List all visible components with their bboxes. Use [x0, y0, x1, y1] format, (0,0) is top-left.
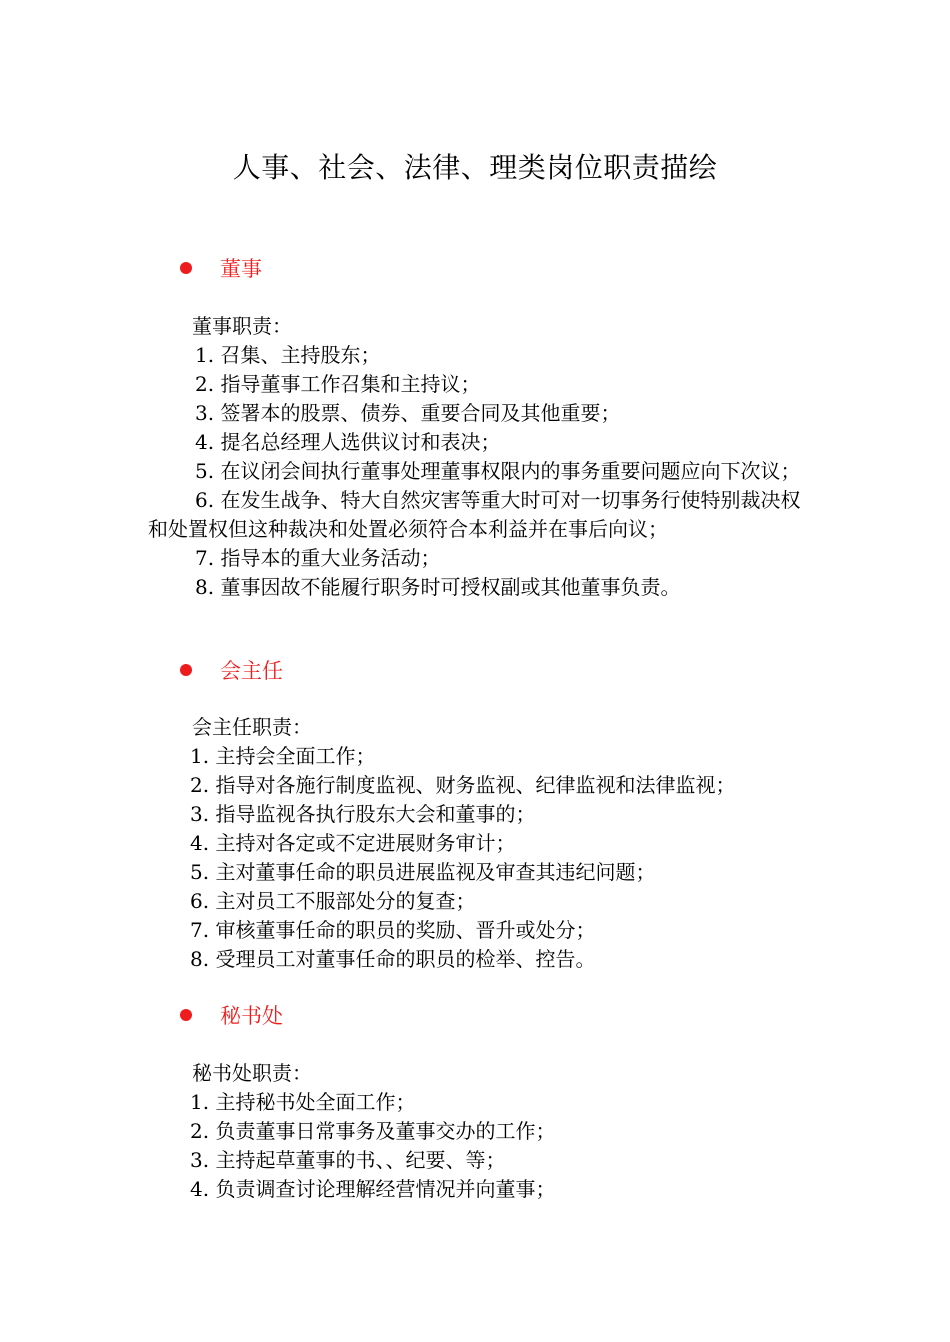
duty-item: 2. 指导董事工作召集和主持议； [195, 372, 481, 396]
section-heading-text: 秘书处 [220, 1004, 283, 1028]
section-heading-board [180, 253, 262, 283]
duty-item: 5. 在议闭会间执行董事处理董事权限内的事务重要问题应向下次议； [195, 459, 801, 483]
duty-item: 6. 在发生战争、特大自然灾害等重大时可对一切事务行使特别裁决权和处置权但这种裁决和处置必须符合本利益并在事后向议； [148, 488, 801, 541]
bullet-icon [180, 664, 192, 676]
section-heading-text: 董事 [220, 257, 262, 281]
duty-lead: 会主任职责： [192, 715, 312, 739]
section-heading-text: 会主任 [220, 659, 283, 683]
duty-item: 3. 指导监视各执行股东大会和董事的； [190, 802, 536, 826]
duty-lead: 董事职责： [192, 314, 292, 338]
duty-item: 1. 主持秘书处全面工作； [190, 1090, 416, 1114]
duty-item: 5. 主对董事任命的职员进展监视及审查其违纪问题； [190, 860, 656, 884]
duty-item: 4. 主持对各定或不定进展财务审计； [190, 831, 516, 855]
duty-item: 2. 指导对各施行制度监视、财务监视、纪律监视和法律监视； [190, 773, 736, 797]
duty-item: 8. 受理员工对董事任命的职员的检举、控告。 [190, 947, 596, 971]
bullet-icon [180, 1009, 192, 1021]
duty-item: 1. 主持会全面工作； [190, 744, 376, 768]
section-body-secretariat [148, 1059, 808, 1204]
section-heading-committee-director [180, 655, 283, 685]
duty-item: 7. 审核董事任命的职员的奖励、晋升或处分； [190, 918, 596, 942]
duty-item: 7. 指导本的重大业务活动； [195, 546, 441, 570]
section-heading-secretariat [180, 1000, 283, 1030]
duty-item: 4. 负责调查讨论理解经营情况并向董事； [190, 1177, 556, 1201]
section-body-committee-director [148, 713, 808, 974]
bullet-icon [180, 262, 192, 274]
duty-item: 3. 签署本的股票、债券、重要合同及其他重要； [195, 401, 621, 425]
duty-item: 6. 主对员工不服部处分的复查； [190, 889, 476, 913]
duty-item: 2. 负责董事日常事务及董事交办的工作； [190, 1119, 556, 1143]
duty-item: 1. 召集、主持股东； [195, 343, 381, 367]
duty-item: 8. 董事因故不能履行职务时可授权副或其他董事负责。 [195, 575, 681, 599]
section-body-board [148, 312, 808, 602]
document-title: 人事、社会、法律、理类岗位职责描绘 [232, 151, 718, 184]
duty-lead: 秘书处职责： [192, 1061, 312, 1085]
duty-item: 3. 主持起草董事的书、、纪要、等； [190, 1148, 506, 1172]
duty-item: 4. 提名总经理人选供议讨和表决； [195, 430, 501, 454]
